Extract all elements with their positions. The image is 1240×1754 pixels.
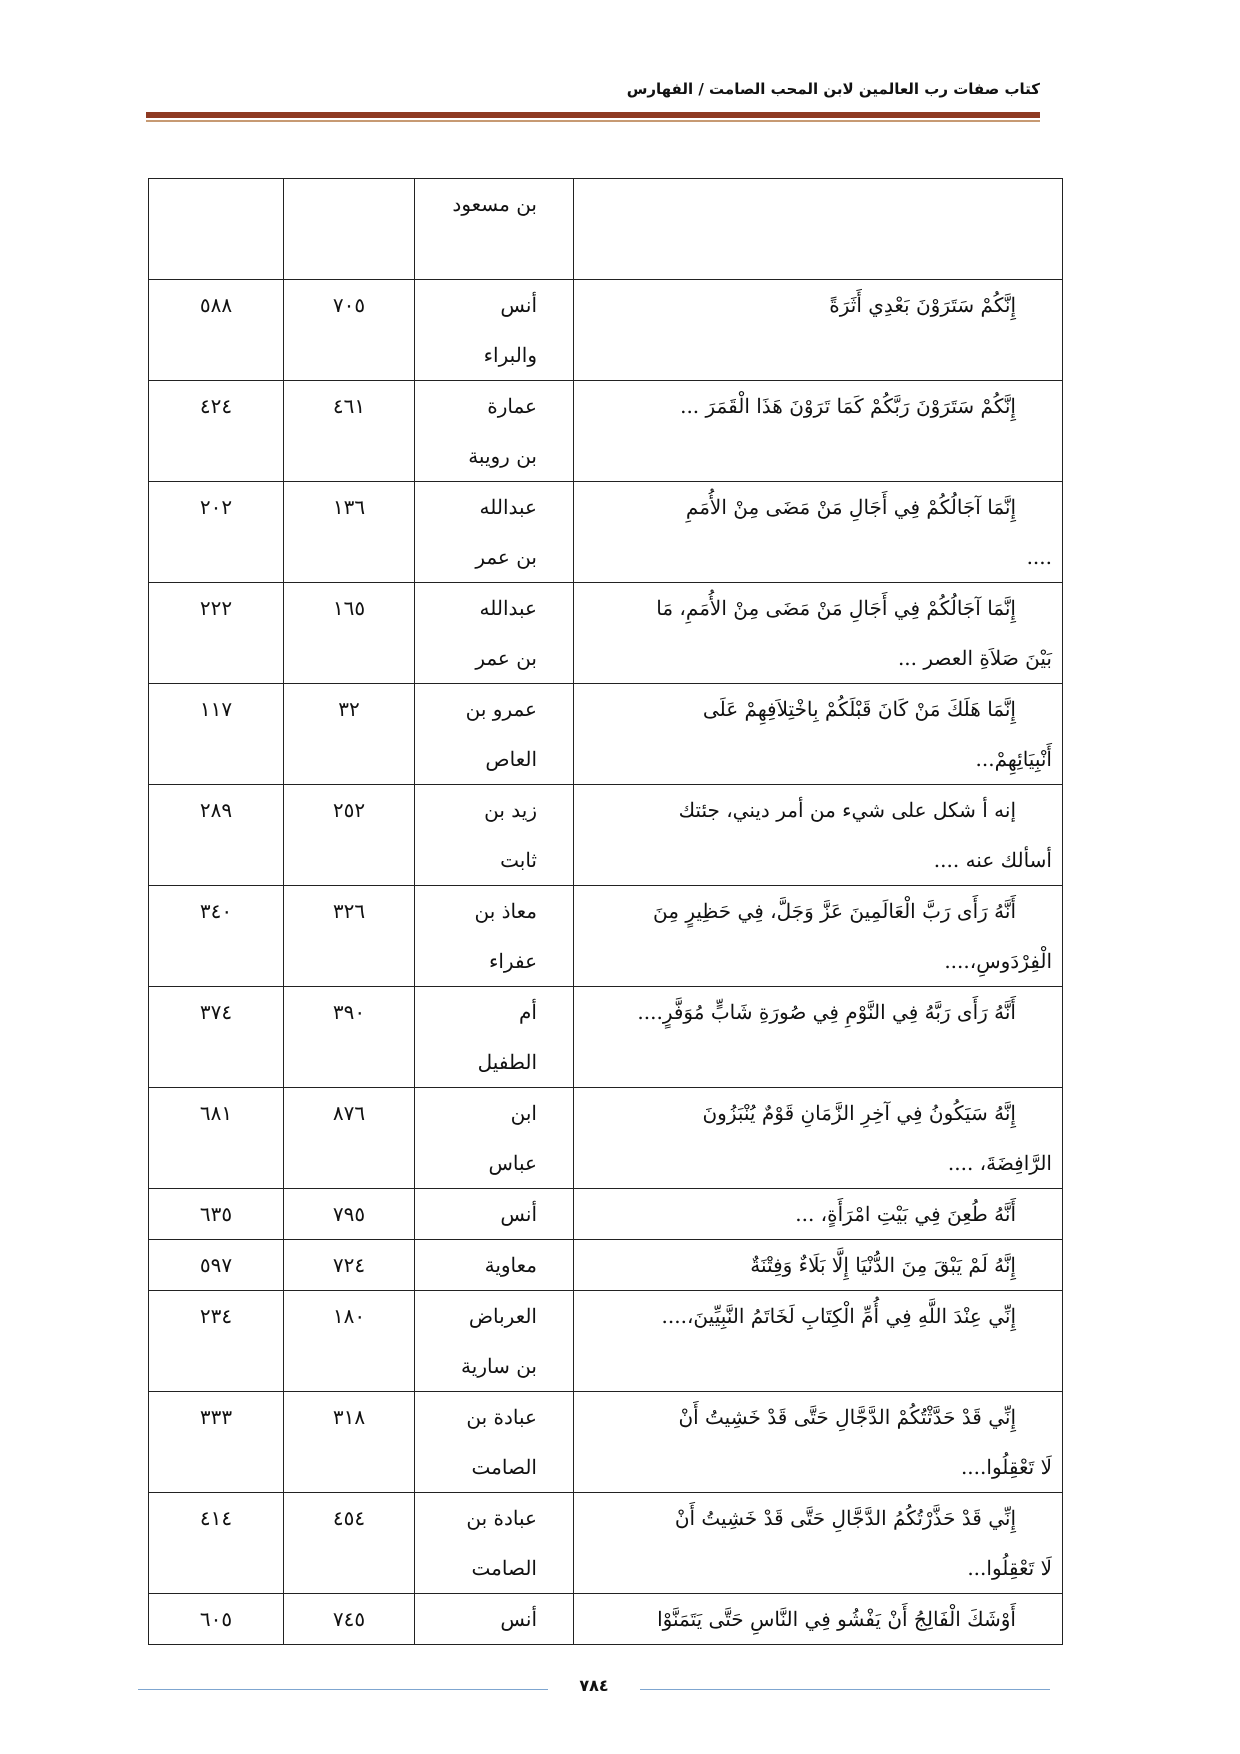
- narrator-cell: [415, 1291, 574, 1392]
- hadith-text-line: أَوْشَكَ الْفَالِجُ أَنْ يَفْشُو فِي النَّاسِ حَتَّى يَتَمَنَّوْا: [657, 1607, 1016, 1631]
- narrator-cell: [415, 179, 574, 280]
- narrator-line: عبادة بن: [466, 1506, 537, 1530]
- page-ref-cell: ٢٠٢: [149, 482, 284, 583]
- page-ref-cell: ٤١٤: [149, 1493, 284, 1594]
- narrator-line: والبراء: [483, 343, 537, 367]
- hadith-index-table: [148, 178, 1063, 1645]
- page-ref-cell: ٥٨٨: [149, 280, 284, 381]
- table-row: [149, 1392, 1063, 1493]
- hadith-text-line: [582, 1341, 1052, 1391]
- hadith-text-line: أَنْبِيَائِهِمْ...: [975, 747, 1052, 771]
- narrator-line: ثابت: [500, 848, 537, 872]
- footer-rule-left: [138, 1689, 548, 1690]
- narrator-line: الصامت: [471, 1556, 537, 1580]
- page-ref-cell: ٣٤٠: [149, 886, 284, 987]
- hadith-number-cell: ٣١٨: [284, 1392, 415, 1493]
- hadith-text-line: إِنِّي قَدْ حَذَّرْتُكُمُ الدَّجَّالِ حَتَّى قَدْ خَشِيتُ أَنْ: [674, 1506, 1016, 1530]
- table-row: [149, 886, 1063, 987]
- narrator-line: أنس: [500, 1607, 537, 1631]
- narrator-line: معاذ بن: [474, 899, 537, 923]
- hadith-number-cell: ٤٦١: [284, 381, 415, 482]
- narrator-line: معاوية: [484, 1253, 537, 1277]
- hadith-text-cell: [574, 482, 1063, 583]
- hadith-text-line: إِنَّمَا هَلَكَ مَنْ كَانَ قَبْلَكُمْ بِاخْتِلاَفِهِمْ عَلَى: [702, 697, 1016, 721]
- hadith-text-line: أسألك عنه ....: [933, 848, 1052, 872]
- hadith-number-cell: ١٨٠: [284, 1291, 415, 1392]
- hadith-text-cell: [574, 1392, 1063, 1493]
- page-ref-cell: ٦٠٥: [149, 1594, 284, 1645]
- narrator-line: عفراء: [488, 949, 537, 973]
- hadith-text-line: إِنَّمَا آجَالُكُمْ فِي أَجَالِ مَنْ مَضَى مِنْ الأُمَمِ، مَا: [656, 596, 1016, 620]
- hadith-text-line: إِنِّي قَدْ حَدَّثْتُكُمْ الدَّجَّالِ حَتَّى قَدْ خَشِيتُ أَنْ: [678, 1405, 1016, 1429]
- table-row: [149, 1594, 1063, 1645]
- hadith-text-line: لَا تَعْقِلُوا....: [960, 1455, 1052, 1479]
- hadith-text-line: إِنَّكُمْ سَتَرَوْنَ بَعْدِي أَثَرَةً: [829, 293, 1016, 317]
- page-header: [146, 74, 1040, 124]
- hadith-text-line: [582, 431, 1052, 481]
- hadith-text-cell: [574, 1088, 1063, 1189]
- narrator-line: الطفيل: [477, 1050, 537, 1074]
- page-ref-cell: ٦٨١: [149, 1088, 284, 1189]
- narrator-line: العاص: [485, 747, 537, 771]
- hadith-number-cell: ٣٢: [284, 684, 415, 785]
- page-ref-cell: ٥٩٧: [149, 1240, 284, 1291]
- table-row: [149, 1088, 1063, 1189]
- table-row: [149, 583, 1063, 684]
- footer-rule-right: [640, 1689, 1050, 1690]
- hadith-number-cell: ٣٩٠: [284, 987, 415, 1088]
- narrator-cell: [415, 1088, 574, 1189]
- hadith-text-line: بَيْنَ صَلاَةِ العصر ...: [897, 646, 1052, 670]
- narrator-cell: [415, 1392, 574, 1493]
- table-row: [149, 987, 1063, 1088]
- narrator-line: عبادة بن: [466, 1405, 537, 1429]
- page-ref-cell: ٣٧٤: [149, 987, 284, 1088]
- narrator-line: بن سارية: [461, 1354, 537, 1378]
- hadith-text-cell: [574, 684, 1063, 785]
- hadith-text-cell: [574, 179, 1063, 280]
- hadith-text-cell: [574, 280, 1063, 381]
- narrator-cell: [415, 1240, 574, 1291]
- hadith-text-line: [582, 179, 1052, 229]
- hadith-text-cell: [574, 1493, 1063, 1594]
- hadith-text-line: ....: [1026, 545, 1052, 569]
- narrator-line: بن عمر: [475, 646, 537, 670]
- page-ref-cell: ٢٨٩: [149, 785, 284, 886]
- narrator-line: زيد بن: [484, 798, 537, 822]
- page-number: ٧٨٤: [579, 1676, 609, 1695]
- narrator-line: عباس: [488, 1151, 537, 1175]
- hadith-text-line: [582, 330, 1052, 380]
- hadith-number-cell: ٧٠٥: [284, 280, 415, 381]
- narrator-cell: [415, 1493, 574, 1594]
- hadith-number-cell: ١٦٥: [284, 583, 415, 684]
- hadith-text-cell: [574, 785, 1063, 886]
- narrator-cell: [415, 987, 574, 1088]
- hadith-text-cell: [574, 1594, 1063, 1645]
- narrator-cell: [415, 785, 574, 886]
- narrator-cell: [415, 482, 574, 583]
- narrator-line: بن عمر: [475, 545, 537, 569]
- hadith-text-line: أَنَّهُ رَأَى رَبَّهُ فِي النَّوْمِ فِي صُورَةِ شَابٍّ مُوَفَّرٍ....: [637, 1000, 1016, 1024]
- page-ref-cell: ٣٣٣: [149, 1392, 284, 1493]
- hadith-number-cell: ٧٢٤: [284, 1240, 415, 1291]
- hadith-text-cell: [574, 1291, 1063, 1392]
- table-row: [149, 482, 1063, 583]
- header-rule-thick: [146, 112, 1040, 118]
- narrator-line: أنس: [500, 293, 537, 317]
- page-ref-cell: [149, 179, 284, 280]
- page-ref-cell: ١١٧: [149, 684, 284, 785]
- hadith-text-line: أَنَّهُ طُعِنَ فِي بَيْتِ امْرَأَةٍ، ...: [795, 1202, 1016, 1226]
- table-row: [149, 1291, 1063, 1392]
- narrator-cell: [415, 886, 574, 987]
- page-ref-cell: ٢٣٤: [149, 1291, 284, 1392]
- table-row: [149, 179, 1063, 280]
- narrator-line: عمرو بن: [465, 697, 537, 721]
- hadith-text-line: إِنِّي عِنْدَ اللَّهِ فِي أُمِّ الْكِتَابِ لَخَاتَمُ النَّبِيِّينَ،....: [661, 1304, 1016, 1328]
- narrator-line: الصامت: [471, 1455, 537, 1479]
- hadith-text-cell: [574, 381, 1063, 482]
- narrator-cell: [415, 381, 574, 482]
- running-title: كتاب صفات رب العالمين لابن المحب الصامت / الفهارس: [626, 80, 1040, 98]
- hadith-text-cell: [574, 1240, 1063, 1291]
- narrator-line: بن رويبة: [468, 444, 537, 468]
- narrator-line: أم: [519, 1000, 537, 1024]
- hadith-number-cell: ٢٥٢: [284, 785, 415, 886]
- hadith-text-line: إِنَّمَا آجَالُكُمْ فِي أَجَالِ مَنْ مَضَى مِنْ الأُمَمِ: [685, 495, 1016, 519]
- hadith-text-line: إِنَّهُ سَيَكُونُ فِي آخِرِ الزَّمَانِ قَوْمٌ يُنْبَزُونَ: [702, 1101, 1016, 1125]
- narrator-cell: [415, 684, 574, 785]
- page-ref-cell: ٢٢٢: [149, 583, 284, 684]
- hadith-number-cell: ٧٩٥: [284, 1189, 415, 1240]
- narrator-line: عمارة: [487, 394, 537, 418]
- narrator-cell: [415, 1594, 574, 1645]
- page-ref-cell: ٤٢٤: [149, 381, 284, 482]
- hadith-text-cell: [574, 886, 1063, 987]
- table-row: [149, 280, 1063, 381]
- hadith-text-line: الرَّافِضَةَ، ....: [947, 1151, 1052, 1175]
- hadith-text-cell: [574, 1189, 1063, 1240]
- hadith-text-line: لَا تَعْقِلُوا...: [967, 1556, 1052, 1580]
- table-row: [149, 785, 1063, 886]
- narrator-line: العرباض: [468, 1304, 537, 1328]
- hadith-number-cell: ١٣٦: [284, 482, 415, 583]
- table-row: [149, 1189, 1063, 1240]
- narrator-line: بن مسعود: [452, 192, 537, 216]
- narrator-line: أنس: [500, 1202, 537, 1226]
- narrator-line: عبدالله: [479, 495, 537, 519]
- hadith-text-line: إِنَّهُ لَمْ يَبْقَ مِنَ الدُّنْيَا إِلَّا بَلَاءٌ وَفِتْنَةٌ: [750, 1253, 1016, 1277]
- narrator-line: ابن: [510, 1101, 537, 1125]
- table-row: [149, 1240, 1063, 1291]
- narrator-line: عبدالله: [479, 596, 537, 620]
- hadith-number-cell: [284, 179, 415, 280]
- page-ref-cell: ٦٣٥: [149, 1189, 284, 1240]
- narrator-cell: [415, 1189, 574, 1240]
- hadith-text-line: إنه أ شكل على شيء من أمر ديني، جئتك: [678, 798, 1016, 822]
- hadith-number-cell: ٣٢٦: [284, 886, 415, 987]
- header-rule-thin: [146, 120, 1040, 122]
- hadith-number-cell: ٨٧٦: [284, 1088, 415, 1189]
- table-body: [149, 179, 1063, 1645]
- table-row: [149, 684, 1063, 785]
- hadith-text-line: أَنَّهُ رَأَى رَبَّ الْعَالَمِينَ عَزَّ وَجَلَّ، فِي حَظِيرٍ مِنَ: [653, 899, 1016, 923]
- narrator-cell: [415, 280, 574, 381]
- hadith-number-cell: ٧٤٥: [284, 1594, 415, 1645]
- hadith-text-line: إِنَّكُمْ سَتَرَوْنَ رَبَّكُمْ كَمَا تَرَوْنَ هَذَا الْقَمَرَ ...: [680, 394, 1016, 418]
- hadith-text-cell: [574, 987, 1063, 1088]
- hadith-text-line: [582, 1037, 1052, 1087]
- hadith-text-line: الْفِرْدَوسِ،....: [944, 949, 1052, 973]
- table-row: [149, 1493, 1063, 1594]
- narrator-cell: [415, 583, 574, 684]
- hadith-number-cell: ٤٥٤: [284, 1493, 415, 1594]
- hadith-text-cell: [574, 583, 1063, 684]
- table-row: [149, 381, 1063, 482]
- hadith-text-line: [582, 229, 1052, 279]
